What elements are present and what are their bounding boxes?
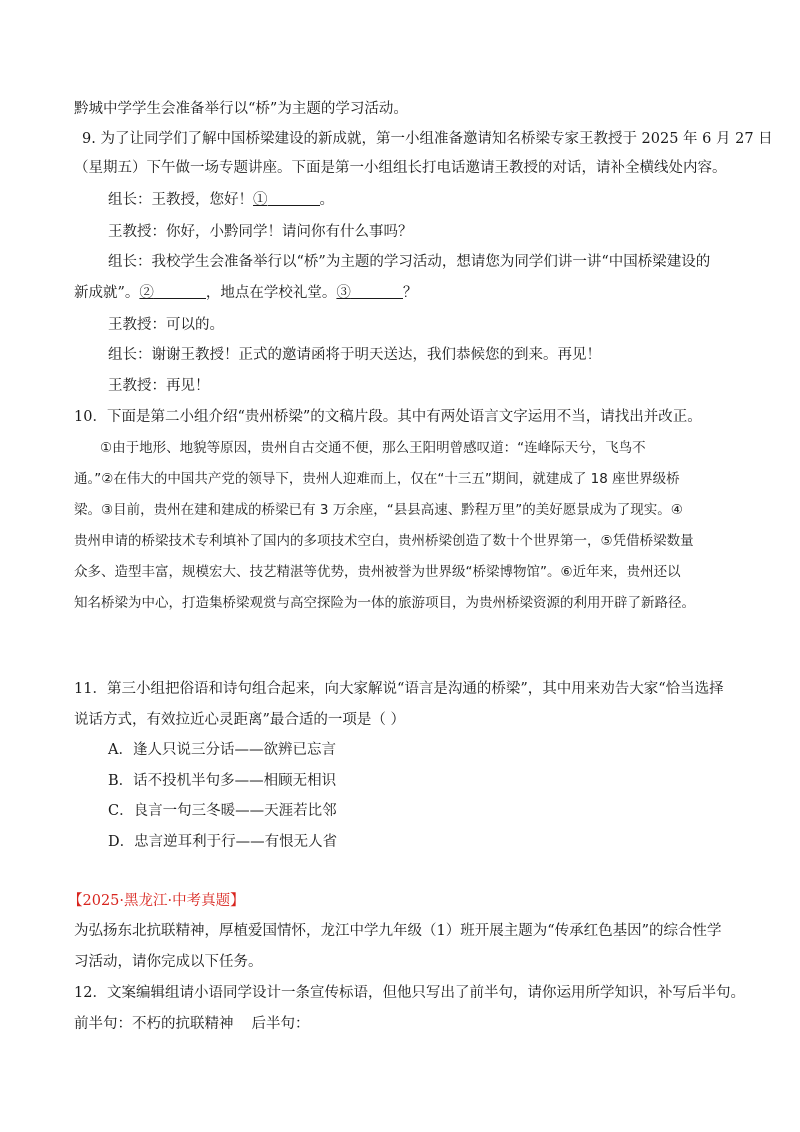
q9-dialogue-2: 王教授：你好，小黔同学！请问你有什么事吗？	[108, 224, 413, 240]
q9-blank-2-mark: ②	[139, 285, 154, 301]
option-text: 话不投机半句多——相顾无相识	[133, 773, 337, 789]
option-letter: D．	[108, 834, 135, 850]
q10-passage-line-2: 通。”②在伟大的中国共产党的领导下，贵州人迎难而上，仅在“十三五”期间，就建成了 18 座世界级桥	[74, 471, 680, 487]
q12-question: 12．文案编辑组请小语同学设计一条宣传标语，但他只写出了前半句，请你运用所学知识，补写后半句。	[74, 985, 745, 1001]
q11-option-c[interactable]	[108, 801, 337, 821]
intro-text: 黔城中学学生会准备举行以“桥”为主题的学习活动。	[74, 101, 408, 117]
q9-blank-3[interactable]	[351, 284, 403, 299]
section-close-bracket: 】	[230, 893, 245, 909]
q9-dialogue-1	[108, 190, 334, 210]
q9-d1-prefix: 组长：王教授，您好！	[108, 192, 253, 208]
section-open-bracket: 【	[68, 893, 83, 909]
option-text: 忠言逆耳利于行——有恨无人省	[134, 834, 338, 850]
section-kind: 中考真题	[172, 893, 231, 909]
section-year: 2025	[82, 893, 120, 909]
option-text: 逢人只说三分话——欲辨已忘言	[132, 742, 336, 758]
q9-dialogue-4: 王教授：可以的。	[108, 317, 224, 333]
q9-dialogue-5: 组长：谢谢王教授！正式的邀请函将于明天送达，我们恭候您的到来。再见！	[108, 347, 601, 363]
q9-blank-1-mark: ①	[253, 192, 268, 208]
q12-back-label: 后半句：	[251, 1016, 310, 1032]
section-heading	[68, 891, 245, 911]
q10-passage-line-6: 知名桥梁为中心，打造集桥梁观赏与高空探险为一体的旅游项目，为贵州桥梁资源的利用开辟了新路径。	[74, 595, 695, 611]
q11-option-a[interactable]	[108, 740, 336, 760]
option-letter: B．	[108, 773, 134, 789]
q11-option-d[interactable]	[108, 832, 337, 852]
q10-passage-line-1: ①由于地形、地貌等原因，贵州自古交通不便，那么王阳明曾感叹道：“连峰际天兮，飞鸟不	[100, 440, 646, 456]
section-region: 黑龙江	[124, 893, 168, 909]
q12-front-label: 前半句：不朽的抗联精神	[74, 1016, 234, 1032]
section-dot-2: ·	[167, 893, 173, 909]
section-dot: ·	[119, 893, 125, 909]
q9-blank-3-mark: ③	[336, 285, 351, 301]
option-letter: C．	[108, 803, 134, 819]
q10-passage-line-4: 贵州申请的桥梁技术专利填补了国内的多项技术空白，贵州桥梁创造了数十个世界第一，⑤凭借桥梁数量	[74, 533, 694, 549]
q11-option-b[interactable]	[108, 771, 336, 791]
q9-d3-middle: ，地点在学校礼堂。	[205, 285, 337, 301]
q11-line-1: 11．第三小组把俗语和诗句组合起来，向大家解说“语言是沟通的桥梁”，其中用来劝告大家“恰当选择	[74, 681, 724, 697]
q12-answer-row	[74, 1014, 310, 1034]
q9-blank-1[interactable]	[268, 191, 320, 206]
q9-line-2: （星期五）下午做一场专题讲座。下面是第一小组组长打电话邀请王教授的对话，请补全横线处内容。	[74, 160, 727, 176]
q9-blank-2[interactable]	[154, 284, 206, 299]
q9-d3-prefix: 新成就”。	[74, 285, 140, 301]
q9-dialogue-6: 王教授：再见！	[108, 378, 210, 394]
q9-dialogue-3-line-2	[74, 283, 417, 303]
q10-passage-line-5: 众多、造型丰富，规模宏大、技艺精湛等优势，贵州被誉为世界级“桥梁博物馆”。⑥近年来，贵州还以	[74, 564, 681, 580]
q9-d1-suffix: 。	[319, 192, 334, 208]
option-text: 良言一句三冬暖——天涯若比邻	[133, 803, 337, 819]
q9-line-1: 9. 为了让同学们了解中国桥梁建设的新成就，第一小组准备邀请知名桥梁专家王教授于 2025 年 6 月 27 日	[82, 131, 773, 147]
option-letter: A．	[108, 742, 133, 758]
q11-line-2: 说话方式，有效拉近心灵距离”最合适的一项是（ ）	[74, 712, 406, 728]
q10-passage-line-3: 梁。③目前，贵州在建和建成的桥梁已有 3 万余座，“县县高速、黔程万里”的美好愿景成为了现实。④	[74, 502, 683, 518]
q9-d3-suffix: ？	[402, 285, 418, 301]
q9-dialogue-3-line-1: 组长：我校学生会准备举行以“桥”为主题的学习活动，想请您为同学们讲一讲“中国桥梁建设的	[108, 254, 711, 270]
q10-question: 10．下面是第二小组介绍“贵州桥梁”的文稿片段。其中有两处语言文字运用不当，请找出并改正。	[74, 409, 702, 425]
context-line-1: 为弘扬东北抗联精神，厚植爱国情怀，龙江中学九年级（1）班开展主题为“传承红色基因”的综合性学	[74, 923, 722, 939]
context-line-2: 习活动，请你完成以下任务。	[74, 954, 263, 970]
